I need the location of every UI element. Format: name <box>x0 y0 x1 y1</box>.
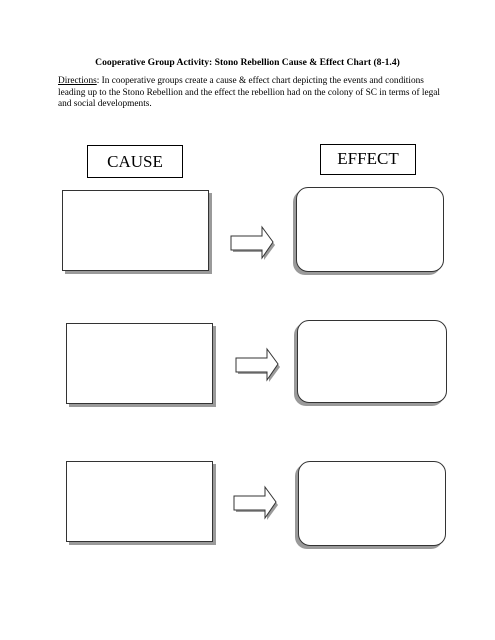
directions-text: : In cooperative groups create a cause & effect chart depicting the events and conditions leading up to the Stono Rebellion and the effect the rebellion had on the colony of SC in terms of legal and social developments. <box>58 76 440 110</box>
directions-label: Directions <box>58 76 97 86</box>
effect-heading: EFFECT <box>320 144 416 175</box>
effect-box-2[interactable] <box>297 320 447 403</box>
directions-paragraph <box>58 76 448 111</box>
effect-box-3[interactable] <box>298 461 446 546</box>
right-arrow-icon <box>235 346 281 384</box>
cause-box-1[interactable] <box>62 190 209 271</box>
page-title: Cooperative Group Activity: Stono Rebellion Cause & Effect Chart (8-1.4) <box>95 57 400 68</box>
right-arrow-icon <box>230 224 276 262</box>
right-arrow-icon <box>233 484 279 522</box>
cause-heading: CAUSE <box>87 145 183 178</box>
effect-box-1[interactable] <box>296 187 444 272</box>
cause-box-2[interactable] <box>66 323 213 404</box>
cause-box-3[interactable] <box>66 461 213 542</box>
